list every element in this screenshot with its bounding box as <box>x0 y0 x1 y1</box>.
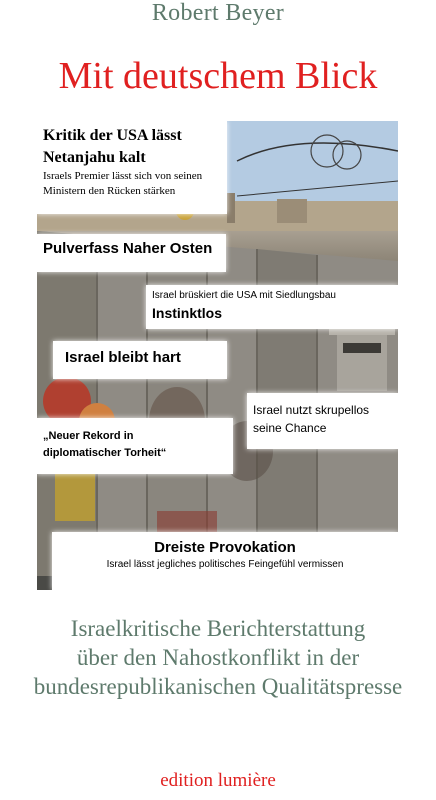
subtitle-line: über den Nahostkonflikt in der <box>76 645 360 670</box>
clipping-dreiste-provokation <box>52 532 398 590</box>
clipping-skrupellos <box>247 393 398 449</box>
clipping-headline: Dreiste Provokation <box>154 539 296 556</box>
clipping-israel-bleibt-hart: Israel bleibt hart <box>53 341 227 379</box>
author-name: Robert Beyer <box>151 0 285 26</box>
clipping-subline: Israels Premier lässt sich von seinen <box>43 170 203 182</box>
clipping-pulverfass: Pulverfass Naher Osten <box>37 234 226 272</box>
subtitle-line: Israelkritische Berichterstattung <box>70 616 366 641</box>
clipping-subline: Israel brüskiert die USA mit Siedlungsbau <box>152 290 336 301</box>
publisher-name: edition lumière <box>160 770 276 791</box>
clipping-instinktlos <box>146 285 398 329</box>
clipping-line: seine Chance <box>253 421 327 435</box>
clipping-line: diplomatischer Torheit“ <box>43 447 167 459</box>
clipping-line: Israel nutzt skrupellos <box>253 403 370 417</box>
clipping-headline: Instinktlos <box>152 305 223 321</box>
clipping-netanjahu <box>37 121 227 214</box>
clipping-headline: Kritik der USA lässt <box>43 127 182 144</box>
clipping-headline: Netanjahu kalt <box>43 149 146 166</box>
clipping-rekord <box>37 418 233 474</box>
book-subtitle <box>0 614 436 701</box>
cover-photo-collage <box>37 121 398 590</box>
clipping-subline: Ministern den Rücken stärken <box>43 185 176 197</box>
clipping-line: „Neuer Rekord in <box>43 430 134 442</box>
subtitle-line: bundesrepublikanischen Qualitätspresse <box>33 674 403 699</box>
clipping-subline: Israel lässt jegliches politisches Feingefühl vermissen <box>106 559 344 570</box>
book-title: Mit deutschem Blick <box>58 55 378 97</box>
